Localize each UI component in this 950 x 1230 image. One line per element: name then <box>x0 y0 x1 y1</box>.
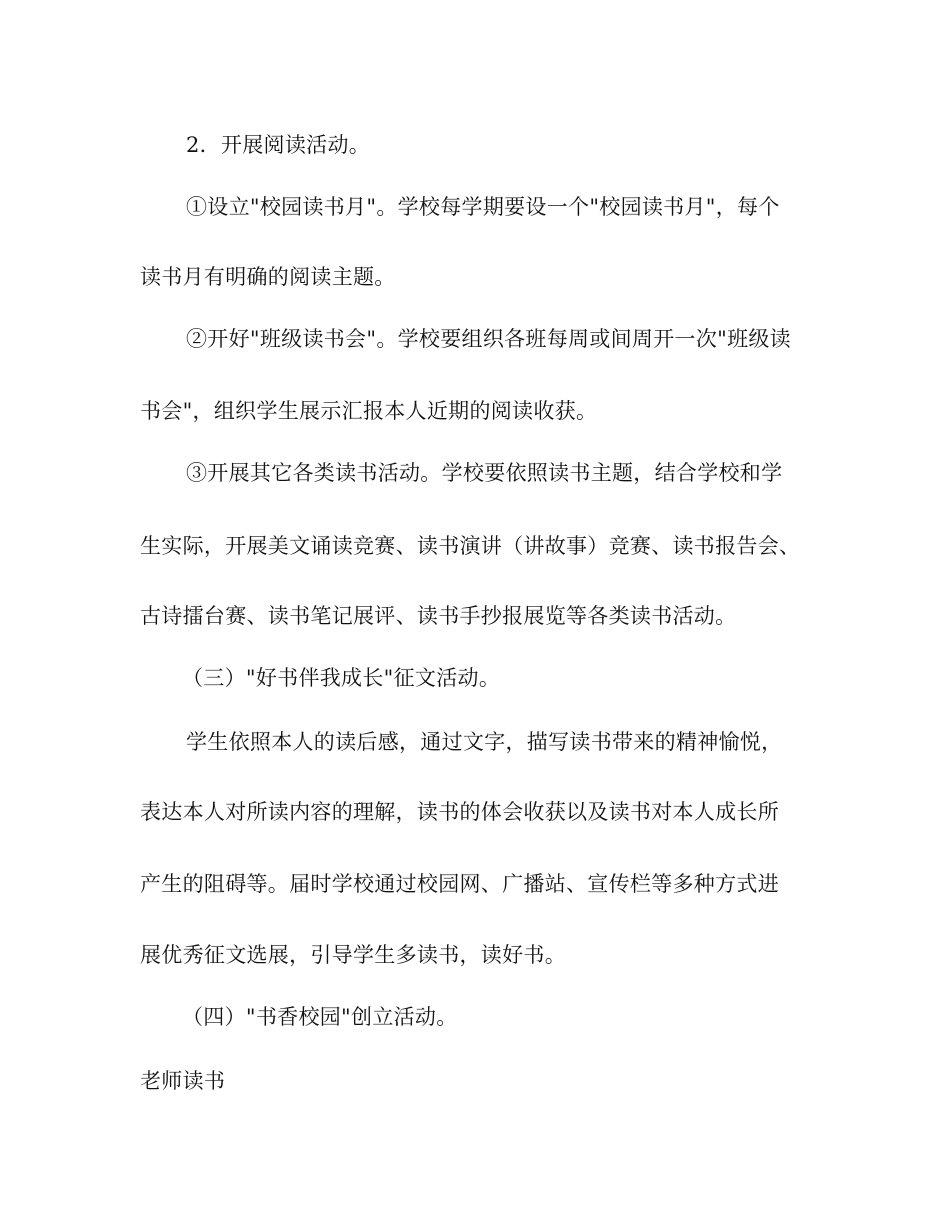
paragraph-line: 读书月有明确的阅读主题。 <box>140 265 396 289</box>
paragraph-line: 产生的阻碍等。届时学校通过校园网、广播站、宣传栏等多种方式进 <box>140 872 779 896</box>
section-heading-campus-activity: （四）"书香校园"创立活动。 <box>182 1005 458 1029</box>
paragraph-line: ③开展其它各类读书活动。学校要依照读书主题，结合学校和学 <box>186 461 783 485</box>
subheading-teacher-reading: 老师读书 <box>140 1069 226 1093</box>
paragraph-line: ②开好"班级读书会"。学校要组织各班每周或间周开一次"班级读 <box>186 327 791 351</box>
paragraph-heading-reading-activities: 2．开展阅读活动。 <box>186 133 371 157</box>
section-heading-essay-activity: （三）"好书伴我成长"征文活动。 <box>182 666 501 690</box>
paragraph-line: 表达本人对所读内容的理解，读书的体会收获以及读书对本人成长所 <box>140 800 779 824</box>
paragraph-line: 书会"，组织学生展示汇报本人近期的阅读收获。 <box>140 399 598 423</box>
paragraph-line: 展优秀征文选展，引导学生多读书，读好书。 <box>140 943 566 967</box>
paragraph-line: 古诗擂台赛、读书笔记展评、读书手抄报展览等各类读书活动。 <box>140 604 737 628</box>
paragraph-line: 学生依照本人的读后感，通过文字，描写读书带来的精神愉悦， <box>186 730 783 754</box>
paragraph-line: ①设立"校园读书月"。学校每学期要设一个"校园读书月"，每个 <box>186 195 780 219</box>
paragraph-line: 生实际，开展美文诵读竞赛、读书演讲（讲故事）竞赛、读书报告会、 <box>140 534 801 558</box>
